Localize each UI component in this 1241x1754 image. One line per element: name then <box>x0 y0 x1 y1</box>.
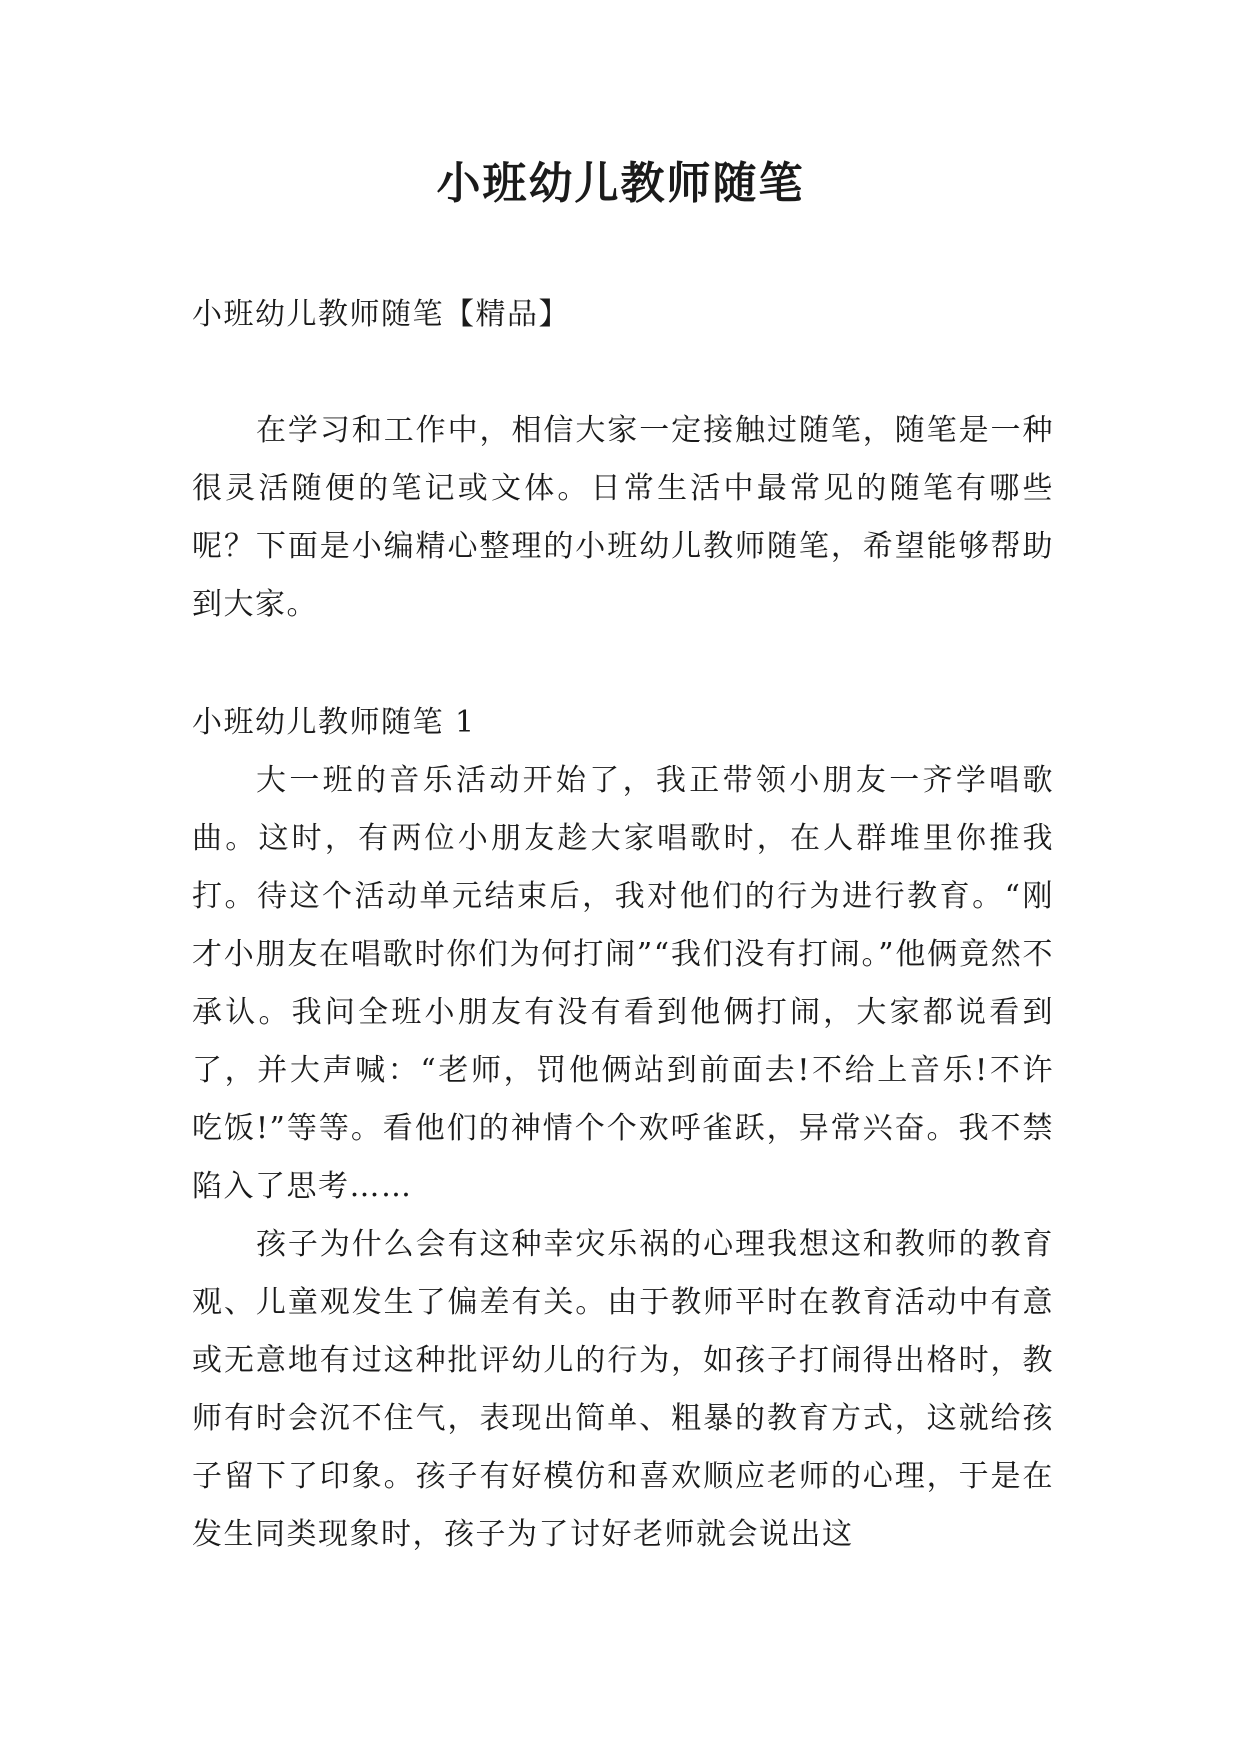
section-heading: 小班幼儿教师随笔 1 <box>192 705 476 740</box>
document-title: 小班幼儿教师随笔 <box>436 158 805 209</box>
intro-paragraph: 在学习和工作中，相信大家一定接触过随笔，随笔是一种很灵活随便的笔记或文体。日常生活中最常见的随笔有哪些呢？下面是小编精心整理的小班幼儿教师随笔，希望能够帮助到大家。 <box>192 413 1054 622</box>
body-paragraph: 大一班的音乐活动开始了，我正带领小朋友一齐学唱歌曲。这时，有两位小朋友趁大家唱歌时，在人群堆里你推我打。待这个活动单元结束后，我对他们的行为进行教育。“刚才小朋友在唱歌时你们为何打闹”“我们没有打闹。”他俩竟然不承认。我问全班小朋友有没有看到他俩打闹，大家都说看到了，并大声喊：“老师，罚他俩站到前面去!不给上音乐!不许吃饭!”等等。看他们的神情个个欢呼雀跃，异常兴奋。我不禁陷入了思考…… <box>192 763 1054 1204</box>
section-body <box>192 752 1054 1564</box>
document-subtitle: 小班幼儿教师随笔【精品】 <box>192 297 570 332</box>
body-paragraph: 孩子为什么会有这种幸灾乐祸的心理我想这和教师的教育观、儿童观发生了偏差有关。由于教师平时在教育活动中有意或无意地有过这种批评幼儿的行为，如孩子打闹得出格时，教师有时会沉不住气，表现出简单、粗暴的教育方式，这就给孩子留下了印象。孩子有好模仿和喜欢顺应老师的心理，于是在发生同类现象时，孩子为了讨好老师就会说出这 <box>192 1227 1054 1552</box>
